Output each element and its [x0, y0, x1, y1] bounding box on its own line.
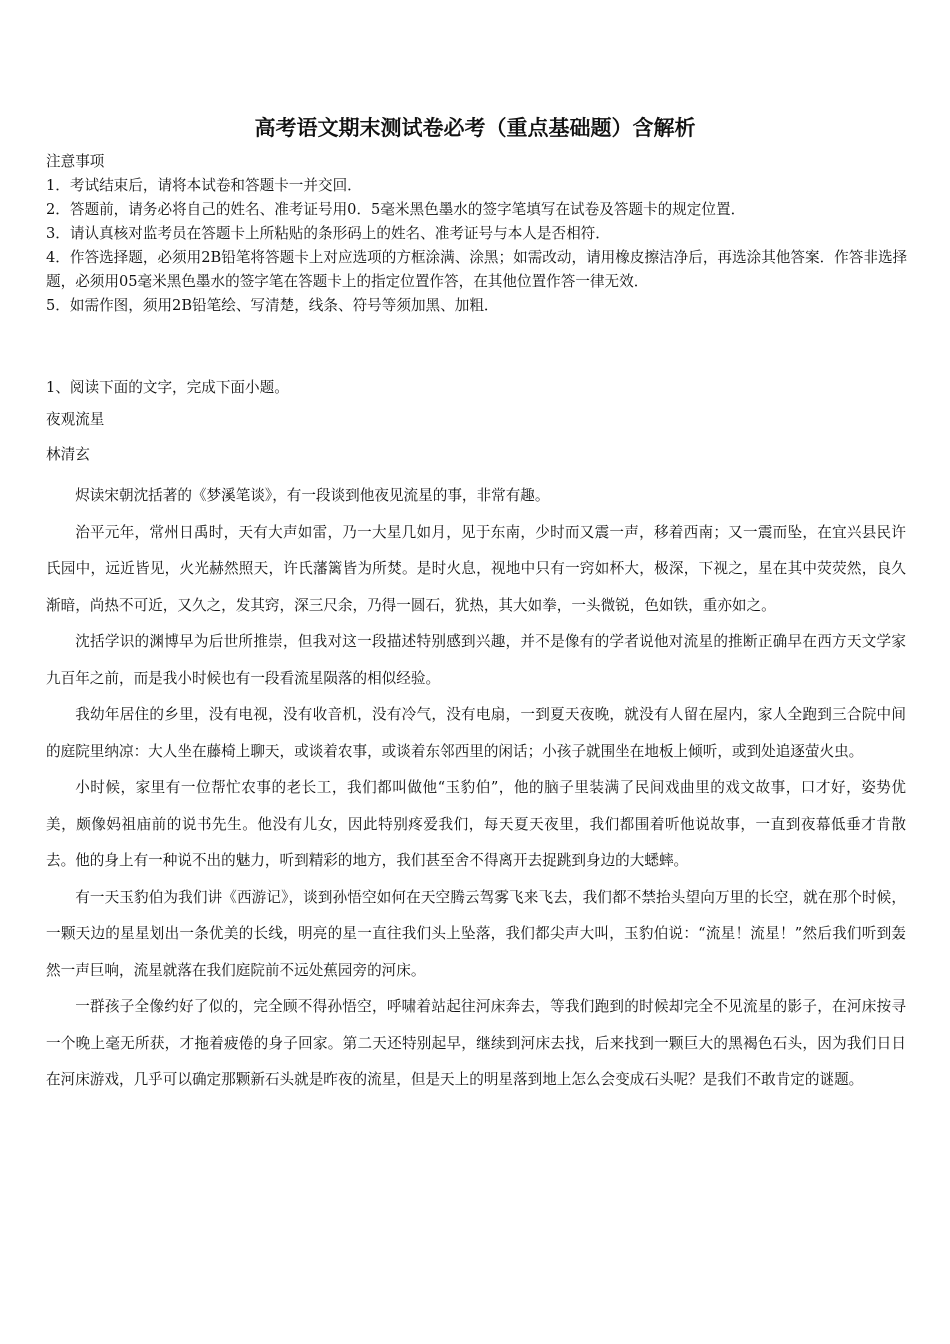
notice-item-4: 4．作答选择题，必须用2B铅笔将答题卡上对应选项的方框涂满、涂黑；如需改动，请用橡皮擦洁净后，再选涂其他答案．作答非选择题，必须用05毫米黑色墨水的签字笔在答题卡上的指定位置作答，在其他位置作答一律无效．: [46, 249, 908, 290]
document-title: 高考语文期末测试卷必考（重点基础题）含解析: [254, 116, 696, 140]
reading-article: [46, 408, 906, 1099]
article-paragraph: 我幼年居住的乡里，没有电视，没有收音机，没有冷气，没有电扇，一到夏天夜晚，就没有人留在屋内，家人全跑到三合院中间的庭院里纳凉：大人坐在藤椅上聊天，或谈着农事，或谈着东邻西里的闲话；小孩子就围坐在地板上倾听，或到处追逐萤火虫。: [46, 706, 906, 760]
question-prompt: 1、阅读下面的文字，完成下面小题。: [46, 379, 289, 396]
article-paragraph: 小时候，家里有一位帮忙农事的老长工，我们都叫做他“玉豹伯”，他的脑子里装满了民间戏曲里的戏文故事，口才好，姿势优美，颇像妈祖庙前的说书先生。他没有儿女，因此特别疼爱我们，每天夏天夜里，我们都围着听他说故事，一直到夜幕低垂才肯散去。他的身上有一种说不出的魅力，听到精彩的地方，我们甚至舍不得离开去捉跳到身边的大蟋蟀。: [46, 779, 906, 869]
notice-item-3: 3．请认真核对监考员在答题卡上所粘贴的条形码上的姓名、准考证号与本人是否相符．: [46, 225, 610, 242]
notice-item-2: 2．答题前，请务必将自己的姓名、准考证号用0．5毫米黑色墨水的签字笔填写在试卷及答题卡的规定位置．: [46, 201, 746, 218]
article-author: 林清玄: [46, 446, 90, 463]
notice-item-5: 5．如需作图，须用2B铅笔绘、写清楚，线条、符号等须加黑、加粗．: [46, 297, 499, 314]
article-paragraph: 一群孩子全像约好了似的，完全顾不得孙悟空，呼啸着站起往河床奔去，等我们跑到的时候却完全不见流星的影子，在河床按寻一个晚上毫无所获，才拖着疲倦的身子回家。第二天还特别起早，继续到河床去找，后来找到一颗巨大的黑褐色石头，因为我们日日在河床游戏，几乎可以确定那颗新石头就是昨夜的流星，但是天上的明星落到地上怎么会变成石头呢？是我们不敢肯定的谜题。: [46, 998, 906, 1088]
article-paragraph: 治平元年，常州日禹时，天有大声如雷，乃一大星几如月，见于东南，少时而又震一声，移着西南；又一震而坠，在宜兴县民许氏园中，远近皆见，火光赫然照天，许氏藩篱皆为所焚。是时火息，视地中只有一窍如杯大，极深，下视之，星在其中荧荧然，良久渐暗，尚热不可近，又久之，发其窍，深三尺余，乃得一圆石，犹热，其大如拳，一头微锐，色如铁，重亦如之。: [46, 523, 906, 614]
notice-item-1: 1．考试结束后，请将本试卷和答题卡一并交回．: [46, 177, 362, 194]
article-paragraph: 烬读宋朝沈括著的《梦溪笔谈》，有一段谈到他夜见流星的事，非常有趣。: [75, 487, 550, 504]
article-title: 夜观流星: [46, 411, 105, 428]
article-paragraph: 沈括学识的渊博早为后世所推崇，但我对这一段描述特别感到兴趣，并不是像有的学者说他对流星的推断正确早在西方天文学家九百年之前，而是我小时候也有一段看流星陨落的相似经验。: [46, 633, 906, 687]
article-paragraph: 有一天玉豹伯为我们讲《西游记》，谈到孙悟空如何在天空腾云驾雾飞来飞去，我们都不禁抬头望向万里的长空，就在那个时候，一颗天边的星星划出一条优美的长线，明亮的星一直往我们头上坠落，我们都尖声大叫，玉豹伯说：“流星！流星！”然后我们听到轰然一声巨响，流星就落在我们庭院前不远处蕉园旁的河床。: [46, 888, 906, 979]
notice-heading: 注意事项: [46, 153, 105, 170]
notice-section: [46, 150, 916, 318]
